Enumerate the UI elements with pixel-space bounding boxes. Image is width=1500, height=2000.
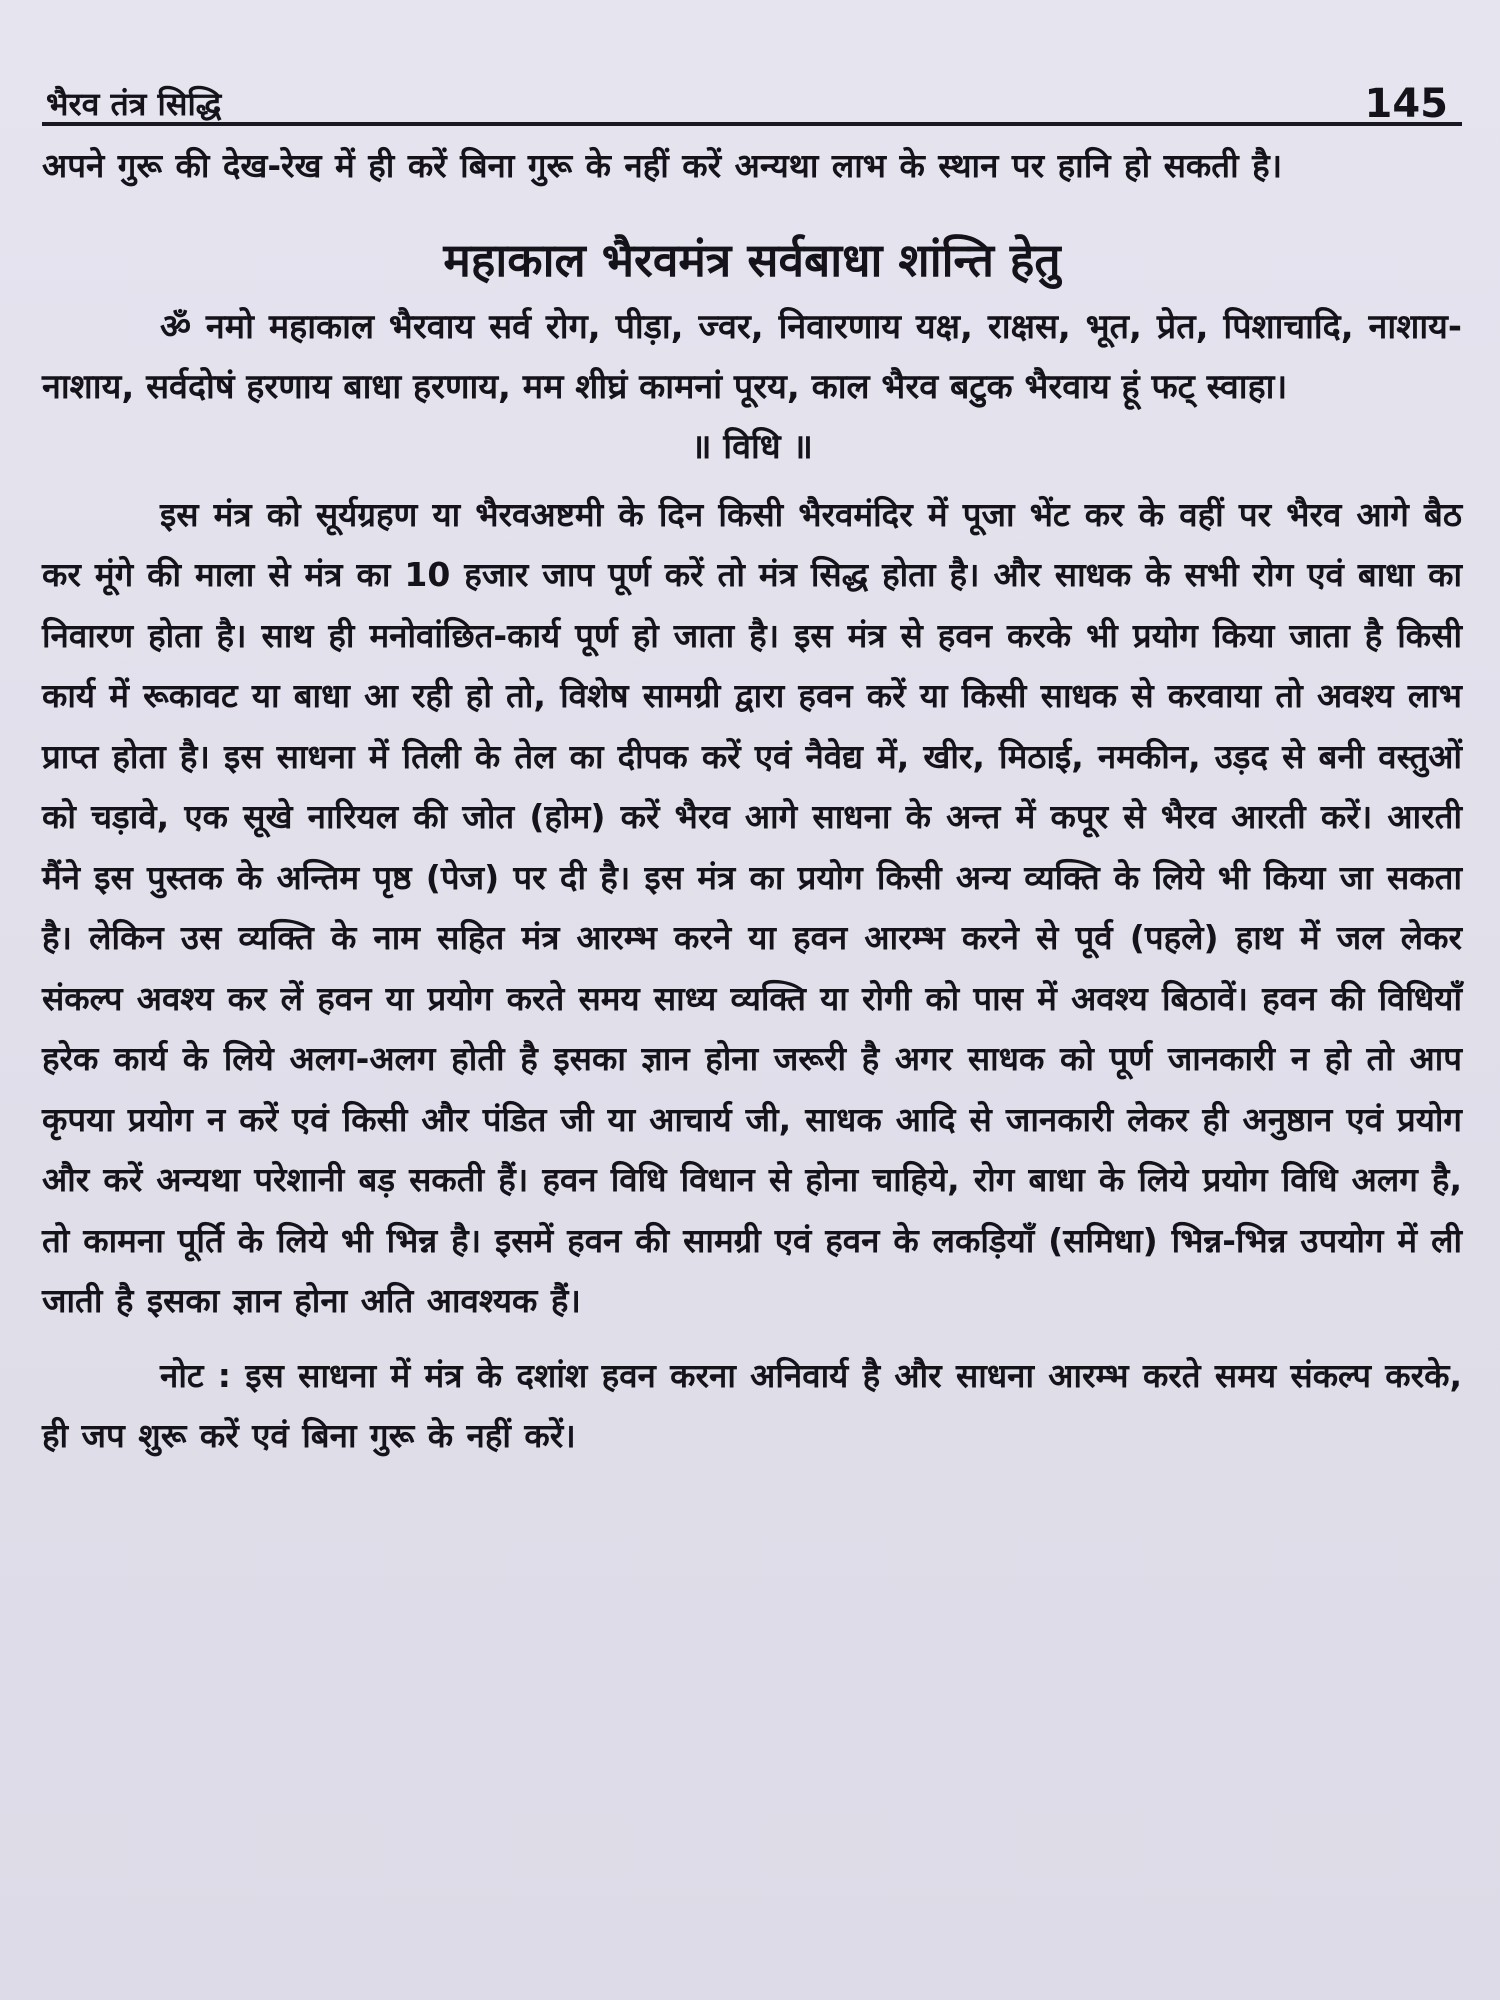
mantra-text: ॐ नमो महाकाल भैरवाय सर्व रोग, पीड़ा, ज्वर, निवारणाय यक्ष, राक्षस, भूत, प्रेत, पिशाचादि, नाशाय-नाशाय, सर्वदोषं हरणाय बाधा हरणाय, मम शीघ्रं कामनां पूरय, काल भैरव बटुक भैरवाय हूं फट् स्वाहा। (42, 306, 1462, 407)
page-number: 145 (1364, 81, 1448, 127)
section-heading: महाकाल भैरवमंत्र सर्वबाधा शांन्ति हेतु (443, 232, 1061, 287)
note-label: नोट : (160, 1355, 231, 1395)
page-header (42, 0, 1462, 126)
note-text: इस साधना में मंत्र के दशांश हवन करना अनिवार्य है और साधना आरम्भ करते समय संकल्प करके, ही जप शुरू करें एवं बिना गुरू के नहीं करें। (42, 1355, 1462, 1455)
running-title: भैरव तंत्र सिद्धि (46, 85, 222, 123)
vidhi-heading: ॥ विधि ॥ (691, 426, 813, 467)
body-paragraph: इस मंत्र को सूर्यग्रहण या भैरवअष्टमी के दिन किसी भैरवमंदिर में पूजा भेंट कर के वहीं पर भैरव आगे बैठ कर मूंगे की माला से मंत्र का 10 हजार जाप पूर्ण करें तो मंत्र सिद्ध होता है। और साधक के सभी रोग एवं बाधा का निवारण होता है। साथ ही मनोवांछित-कार्य पूर्ण हो जाता है। इस मंत्र से हवन करके भी प्रयोग किया जाता है किसी कार्य में रूकावट या बाधा आ रही हो तो, विशेष सामग्री द्वारा हवन करें या किसी साधक से करवाया तो अवश्य लाभ प्राप्त होता है। इस साधना में तिली के तेल का दीपक करें एवं नैवेद्य में, खीर, मिठाई, नमकीन, उड़द से बनी वस्तुओं को चड़ावे, एक सूखे नारियल की जोत (होम) करें भैरव आगे साधना के अन्त में कपूर से भैरव आरती करें। आरती मैंने इस पुस्तक के अन्तिम पृष्ठ (पेज) पर दी है। इस मंत्र का प्रयोग किसी अन्य व्यक्ति के लिये भी किया जा सकता है। लेकिन उस व्यक्ति के नाम सहित मंत्र आरम्भ करने या हवन आरम्भ करने से पूर्व (पहले) हाथ में जल लेकर संकल्प अवश्य कर लें हवन या प्रयोग करते समय साध्य व्यक्ति या रोगी को पास में अवश्य बिठावें। हवन की विधियाँ हरेक कार्य के लिये अलग-अलग होती है इसका ज्ञान होना जरूरी है अगर साधक को पूर्ण जानकारी न हो तो आप कृपया प्रयोग न करें एवं किसी और पंडित जी या आचार्य जी, साधक आदि से जानकारी लेकर ही अनुष्ठान एवं प्रयोग और करें अन्यथा परेशानी बड़ सकती हैं। हवन विधि विधान से होना चाहिये, रोग बाधा के लिये प्रयोग विधि अलग है, तो कामना पूर्ति के लिये भी भिन्न है। इसमें हवन की सामग्री एवं हवन के लकड़ियाँ (समिधा) भिन्न-भिन्न उपयोग में ली जाती है इसका ज्ञान होना अति आवश्यक हैं। (42, 494, 1462, 1320)
intro-paragraph: अपने गुरू की देख-रेख में ही करें बिना गुरू के नहीं करें अन्यथा लाभ के स्थान पर हानि हो सकती है। (42, 146, 1283, 185)
note-paragraph (42, 1346, 1462, 1467)
